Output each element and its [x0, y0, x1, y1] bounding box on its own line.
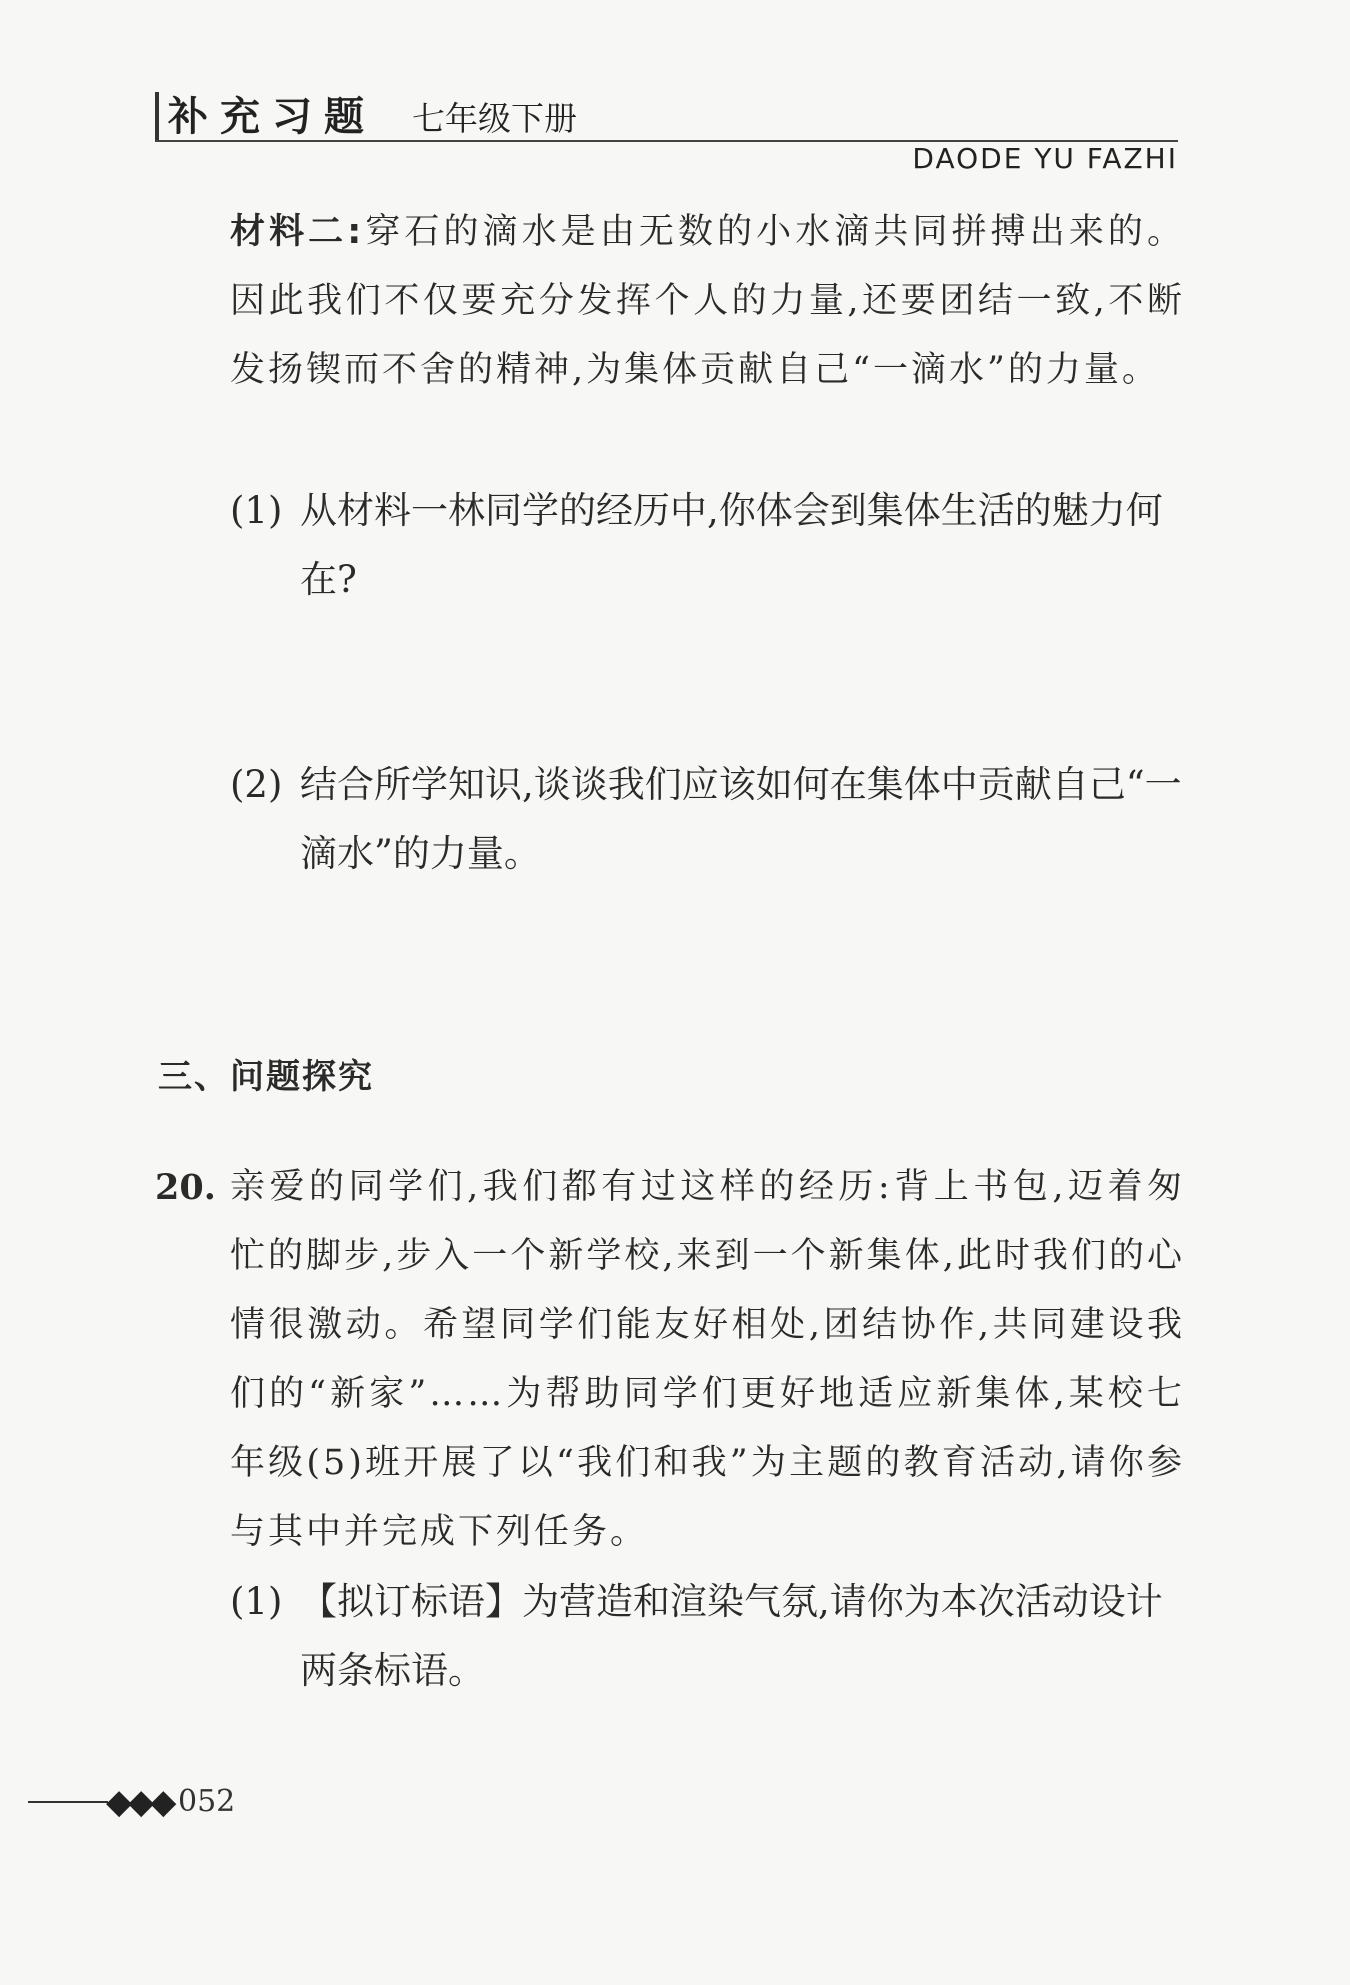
material-two-text: 穿石的滴水是由无数的小水滴共同拼搏出来的。因此我们不仅要充分发挥个人的力量,还要团结一致,不断发扬锲而不舍的精神,为集体贡献自己“一滴水”的力量。	[230, 212, 1185, 390]
question-19-1-text: 从材料一林同学的经历中,你体会到集体生活的魅力何在?	[300, 489, 1163, 601]
question-20-number: 20.	[155, 1167, 216, 1208]
question-20-1-text: 【拟订标语】为营造和渲染气氛,请你为本次活动设计两条标语。	[300, 1580, 1163, 1692]
material-two-label: 材料二:	[230, 212, 365, 252]
question-19-1-number: (1)	[230, 489, 283, 532]
question-20-text: 亲爱的同学们,我们都有过这样的经历:背上书包,迈着匆忙的脚步,步入一个新学校,来到一个新集体,此时我们的心情很激动。希望同学们能友好相处,团结协作,共同建设我们的“新家”……为帮助同学们更好地适应新集体,某校七年级(5)班开展了以“我们和我”为主题的教育活动,请你参与其中并完成下列任务。	[230, 1167, 1185, 1552]
header-series-title: 补充习题	[168, 94, 376, 140]
footer-rule	[28, 1801, 108, 1803]
question-20-1-number: (1)	[230, 1580, 283, 1623]
material-two-paragraph	[230, 198, 1185, 405]
header-grade: 七年级下册	[412, 99, 577, 138]
question-19-2	[230, 750, 1185, 875]
page-number: 052	[178, 1784, 236, 1819]
section-three-title: 三、问题探究	[158, 1057, 374, 1097]
question-19-1	[230, 476, 1185, 601]
footer-diamond-icon: ◆◆◆	[106, 1782, 173, 1822]
question-20-1	[230, 1567, 1185, 1692]
header-bar	[155, 92, 159, 142]
question-19-2-number: (2)	[230, 763, 283, 806]
question-19-2-text: 结合所学知识,谈谈我们应该如何在集体中贡献自己“一滴水”的力量。	[300, 763, 1182, 875]
header-subject: DAODE YU FAZHI	[912, 142, 1178, 175]
